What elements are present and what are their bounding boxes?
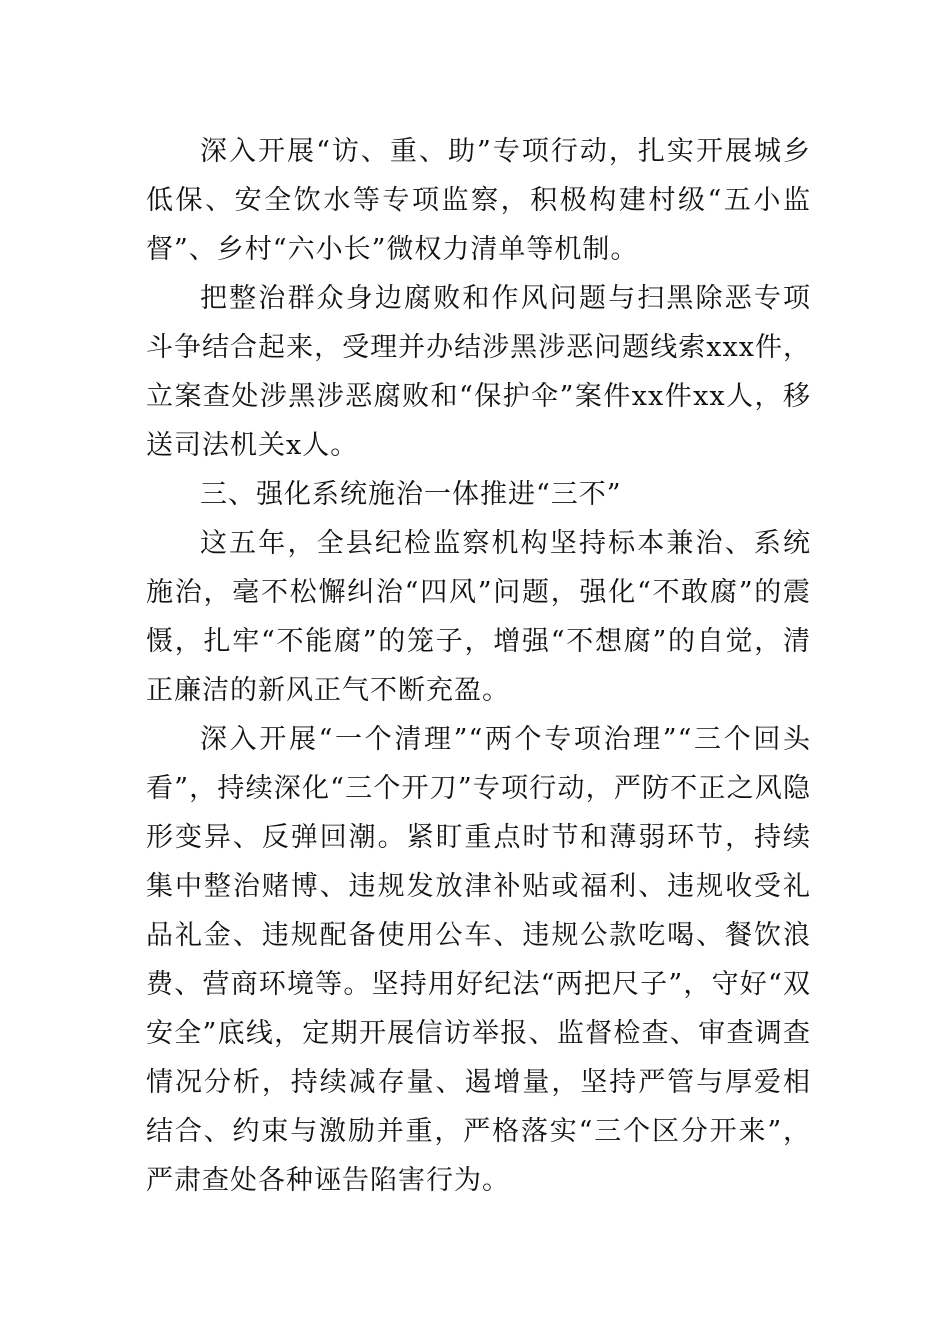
section-heading: 三、强化系统施治一体推进“三不” — [200, 479, 622, 510]
paragraph-rectification: 深入开展“一个清理”“两个专项治理”“三个回头看”，持续深化“三个开刀”专项行动，严防不正之风隐形变异、反弹回潮。紧盯重点时节和薄弱环节，持续集中整治赌博、违规发放津补贴或福利、违规收受礼品礼金、违规配备使用公车、违规公款吃喝、餐饮浪费、营商环境等。坚持用好纪法“两把尺子”，守好“双安全”底线，定期开展信访举报、监督检查、审查调查情况分析，持续减存量、遏增量，坚持严管与厚爱相结合、约束与激励并重，严格落实“三个区分开来”，严肃查处各种诬告陷害行为。 — [146, 724, 811, 1196]
paragraph-five-years: 这五年，全县纪检监察机构坚持标本兼治、系统施治，毫不松懈纠治“四风”问题，强化“不敢腐”的震慑，扎牢“不能腐”的笼子，增强“不想腐”的自觉，清正廉洁的新风正气不断充盈。 — [146, 528, 811, 706]
document-page — [146, 127, 811, 1205]
paragraph-special-action: 深入开展“访、重、助”专项行动，扎实开展城乡低保、安全饮水等专项监察，积极构建村级“五小监督”、乡村“六小长”微权力清单等机制。 — [146, 136, 811, 265]
paragraph-anti-gang: 把整治群众身边腐败和作风问题与扫黑除恶专项斗争结合起来，受理并办结涉黑涉恶问题线索xxx件，立案查处涉黑涉恶腐败和“保护伞”案件xx件xx人，移送司法机关x人。 — [146, 283, 811, 461]
